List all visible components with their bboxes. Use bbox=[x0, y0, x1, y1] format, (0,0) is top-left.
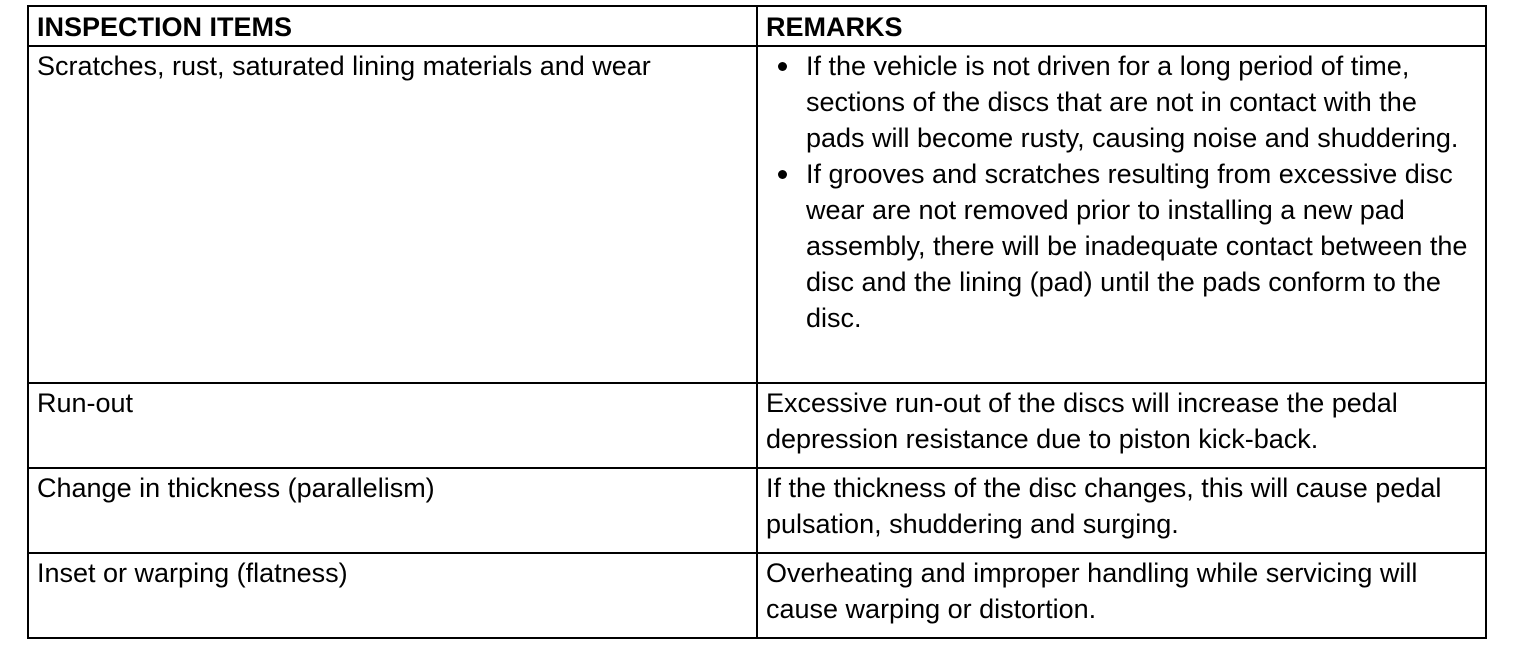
item-cell: Inset or warping (flatness) bbox=[28, 553, 757, 638]
table-row bbox=[28, 383, 1486, 468]
table-row bbox=[28, 468, 1486, 553]
table-header-row bbox=[28, 6, 1486, 46]
bullet-text: If the vehicle is not driven for a long period of time, sections of the discs that are not in contact with the pads will become rusty, causing noise and shuddering. bbox=[806, 51, 1459, 153]
remarks-cell: Overheating and improper handling while servicing will cause warping or distortion. bbox=[757, 553, 1486, 638]
header-inspection-items: INSPECTION ITEMS bbox=[28, 6, 757, 46]
header-remarks: REMARKS bbox=[757, 6, 1486, 46]
inspection-table bbox=[27, 5, 1487, 639]
remarks-cell bbox=[757, 46, 1486, 383]
bullet-icon bbox=[778, 62, 787, 71]
item-cell: Change in thickness (parallelism) bbox=[28, 468, 757, 553]
remarks-cell: If the thickness of the disc changes, this will cause pedal pulsation, shuddering and surging. bbox=[757, 468, 1486, 553]
item-cell: Run-out bbox=[28, 383, 757, 468]
table-row bbox=[28, 553, 1486, 638]
remarks-cell: Excessive run-out of the discs will increase the pedal depression resistance due to piston kick-back. bbox=[757, 383, 1486, 468]
bullet-item bbox=[766, 156, 1477, 336]
bullet-icon bbox=[778, 170, 787, 179]
item-cell: Scratches, rust, saturated lining materials and wear bbox=[28, 46, 757, 383]
remarks-bullet-list bbox=[766, 48, 1477, 336]
table-row bbox=[28, 46, 1486, 383]
bullet-text: If grooves and scratches resulting from excessive disc wear are not removed prior to installing a new pad assembly, there will be inadequate contact between the disc and the lining (pad) until the pads conform to the disc. bbox=[806, 159, 1468, 333]
bullet-item bbox=[766, 48, 1477, 156]
